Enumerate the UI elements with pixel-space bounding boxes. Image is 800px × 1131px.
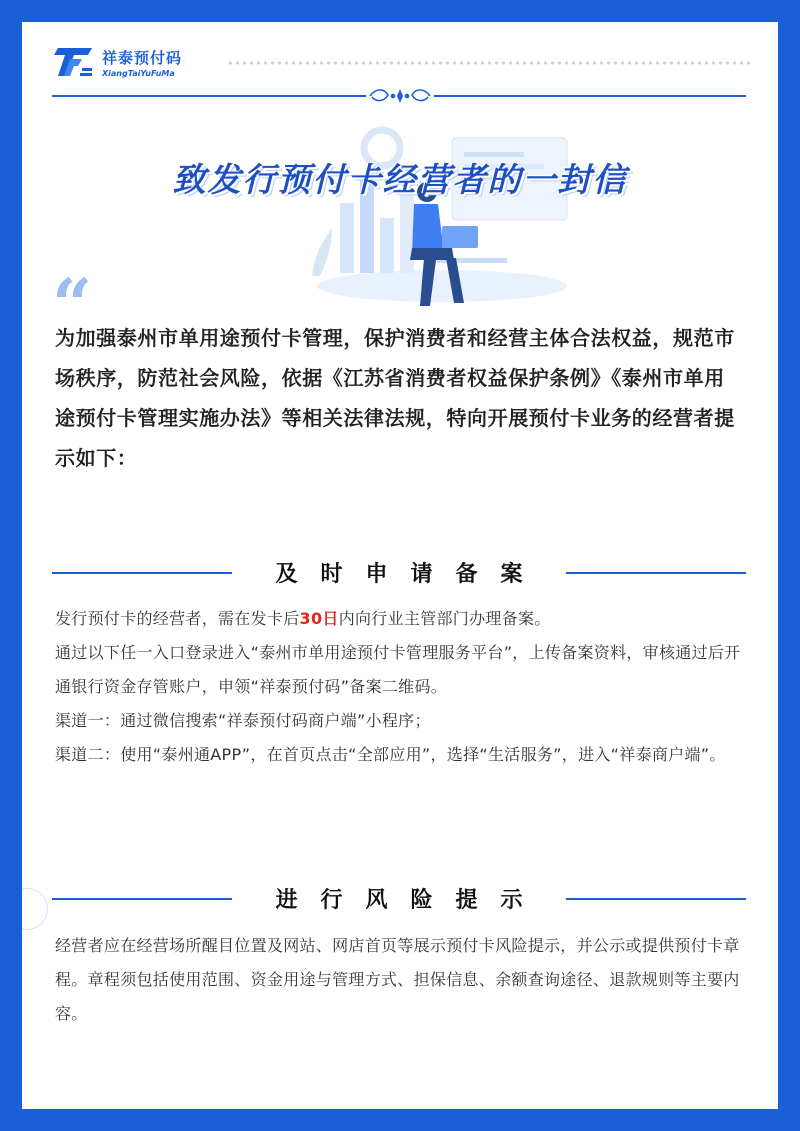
- section-title: 进行风险提示: [275, 888, 546, 913]
- channel-two-line: 渠道二：使用“泰州通APP”，在首页点击“全部应用”，选择“生活服务”，进入“祥泰商户端”。: [55, 745, 726, 764]
- channel-one-line: 渠道一：通过微信搜索“祥泰预付码商户端”小程序；: [55, 711, 431, 730]
- section-heading-risk: [52, 883, 746, 913]
- section-title: 及时申请备案: [275, 562, 546, 587]
- section-heading-filing: [52, 557, 746, 587]
- deadline-highlight: 30日: [299, 609, 339, 628]
- brand-name: 祥泰预付码: [102, 48, 183, 67]
- decorative-ring: [22, 888, 48, 930]
- intro-paragraph: 为加强泰州市单用途预付卡管理，保护消费者和经营主体合法权益，规范市场秩序，防范社会风险，依据《江苏省消费者权益保护条例》《泰州市单用途预付卡管理实施办法》等相关法律法规，特向开展预付卡业务的经营者提示如下：: [55, 326, 735, 470]
- letter-title: 致发行预付卡经营者的一封信: [172, 160, 628, 199]
- filing-platform-line: 通过以下任一入口登录进入“泰州市单用途预付卡管理服务平台”，上传备案资料，审核通过后开通银行资金存管账户，申领“祥泰预付码”备案二维码。: [55, 643, 741, 696]
- hero-illustration: [302, 108, 582, 308]
- quote-mark-icon: “: [52, 263, 93, 346]
- ornament-icon: [366, 86, 434, 106]
- heading-divider-right: [566, 898, 746, 900]
- brand-name-en: XiangTaiYuFuMa: [102, 68, 175, 78]
- logo-icon: [52, 44, 96, 80]
- section-body-filing: [55, 602, 747, 772]
- letter-page: [22, 22, 778, 1109]
- brand-logo: [52, 44, 182, 80]
- dotted-decoration: [227, 60, 752, 66]
- heading-divider-right: [566, 572, 746, 574]
- filing-deadline-line: 发行预付卡的经营者，需在发卡后30日内向行业主管部门办理备案。: [55, 609, 551, 628]
- section-body-risk: 经营者应在经营场所醒目位置及网站、网店首页等展示预付卡风险提示，并公示或提供预付卡章程。章程须包括使用范围、资金用途与管理方式、担保信息、余额查询途径、退款规则等主要内容。: [55, 936, 740, 1023]
